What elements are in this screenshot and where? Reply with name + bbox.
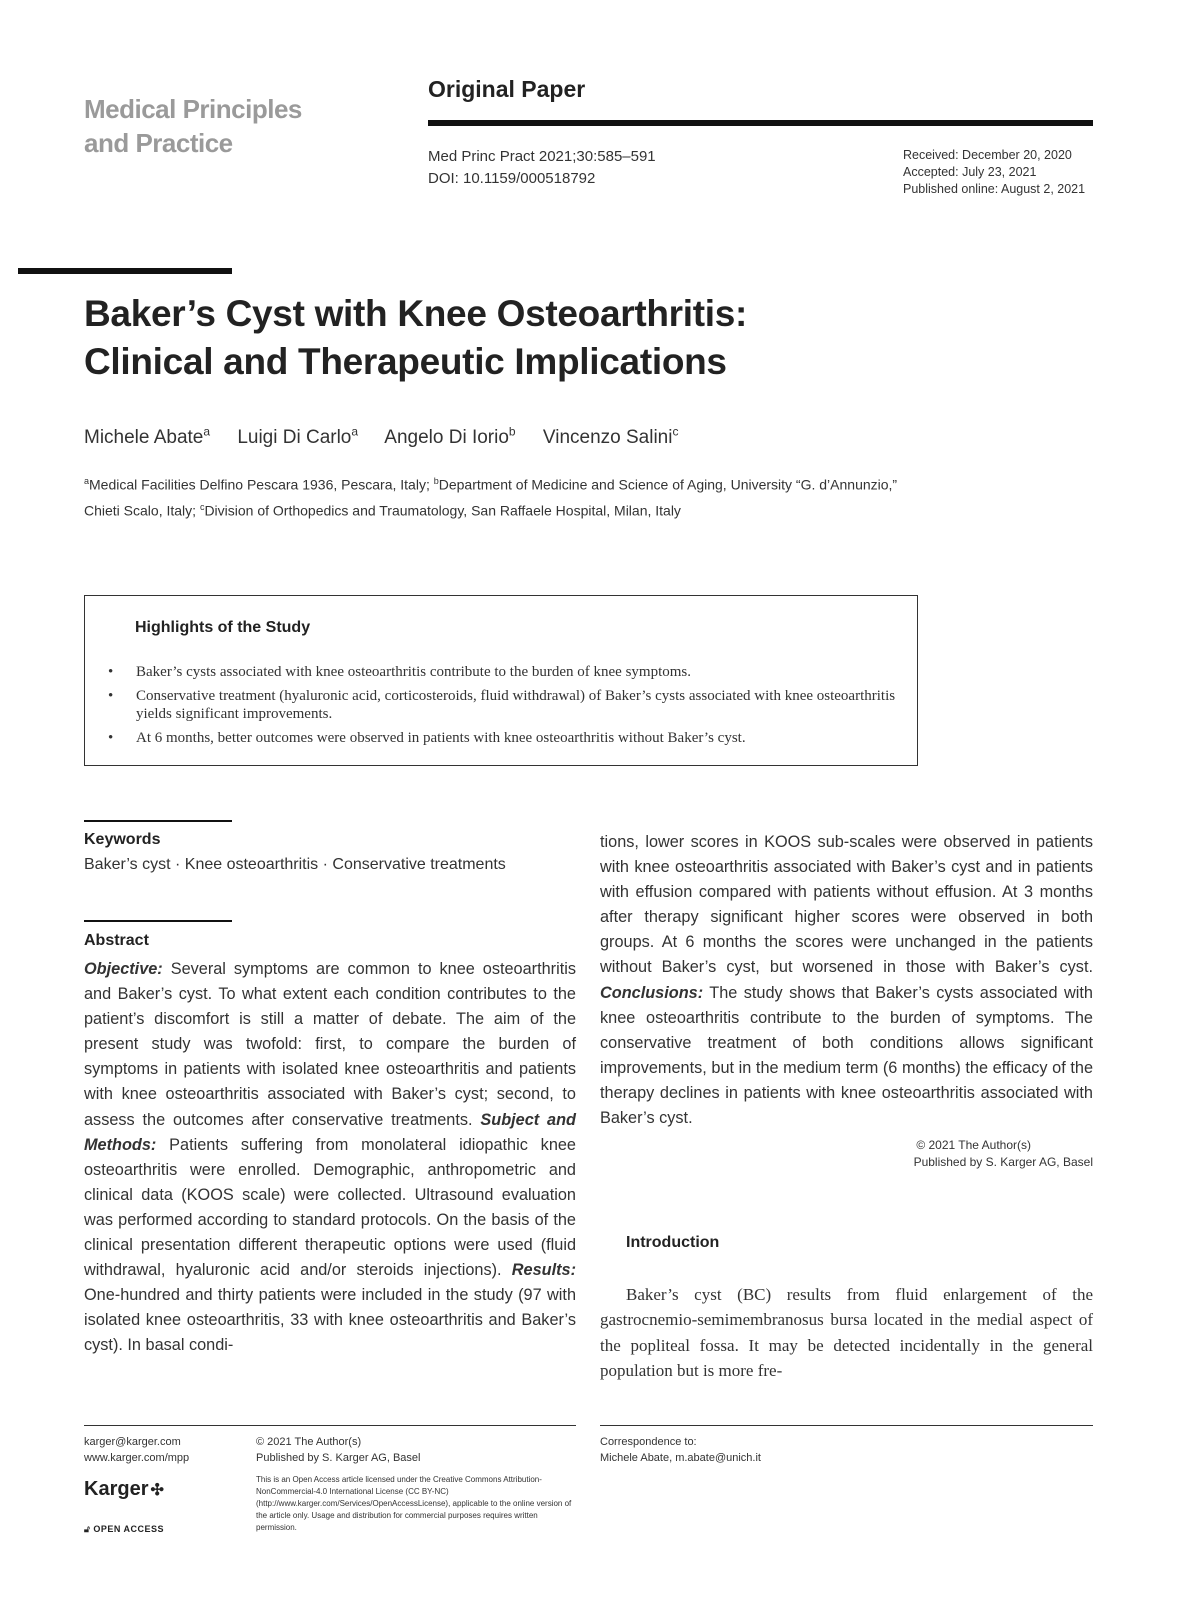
title-line1: Baker’s Cyst with Knee Osteoarthritis:: [84, 293, 748, 334]
author-list: [84, 425, 700, 449]
affil-text: Division of Orthopedics and Traumatology, San Raffaele Hospital, Milan, Italy: [204, 502, 681, 519]
journal-name-line2: and Practice: [84, 128, 233, 158]
article-title: [84, 290, 747, 386]
author-affil-sup: c: [672, 425, 679, 439]
author-name: Michele Abate: [84, 427, 204, 449]
abstract-copyright: © 2021 The Author(s): [916, 1138, 1031, 1152]
correspondence-label: Correspondence to:: [600, 1436, 697, 1448]
open-access-badge: [84, 1524, 164, 1535]
highlight-item: • Baker’s cysts associated with knee osteoarthritis contribute to the burden of knee symptoms.: [108, 663, 908, 681]
abstract-heading: Abstract: [84, 932, 149, 949]
author-affil-sup: a: [203, 425, 211, 439]
author-affil-sup: b: [508, 425, 516, 439]
affil-sup: c: [199, 501, 205, 512]
footer-license: This is an Open Access article licensed under the Creative Commons Attribution-NonCommercial-4.0 International License (CC BY-NC) (http://www.karger.com/Services/OpenAccessLicense), applicable to the online version of the article only. Usage and distribution for commercial purposes requires written permission.: [256, 1475, 572, 1532]
abstract-rule: [84, 920, 232, 922]
affil-text: Department of Medicine and Science of Aging, University “G. d’Annunzio,” Chieti Scalo, Italy;: [84, 476, 898, 519]
affil-sup: b: [433, 476, 439, 486]
journal-name: [84, 92, 302, 160]
header-rule: [428, 120, 1093, 126]
affiliations: [84, 470, 914, 521]
author-name: Angelo Di Iorio: [384, 427, 509, 449]
conclusions-text: The study shows that Baker’s cysts associated with knee osteoarthritis contribute to the burden of symptoms. The conservative treatment of both conditions allows significant improvements, but in the medium term (6 months) the efficacy of the therapy declines in patients with knee osteoarthritis associated with Baker’s cyst.: [600, 983, 1093, 1128]
keywords-rule: [84, 820, 232, 822]
karger-logo: [84, 1478, 164, 1501]
received-date: Received: December 20, 2020: [903, 148, 1072, 162]
accepted-date: Accepted: July 23, 2021: [903, 165, 1037, 179]
author-name: Vincenzo Salini: [542, 427, 673, 449]
introduction-text: Baker’s cyst (BC) results from fluid enlargement of the gastrocnemio-semimembranosus bursa located in the medial aspect of the popliteal fossa. It may be detected incidentally in the general population but is more fre-: [600, 1285, 1093, 1380]
open-access-label: OPEN ACCESS: [93, 1524, 165, 1534]
methods-label: Subject and Methods:: [84, 1110, 576, 1154]
footer-rule-left: [84, 1425, 576, 1426]
introduction-heading: Introduction: [626, 1234, 720, 1251]
abstract-right-column: [600, 830, 1093, 1131]
correspondence-contact[interactable]: Michele Abate, m.abate@unich.it: [600, 1452, 761, 1464]
objective-text: Several symptoms are common to knee osteoarthritis and Baker’s cyst. To what extent each condition contributes to the patient’s discomfort is still a matter of debate. The aim of the present study was twofold: first, to compare the burden of symptoms in patients with isolated knee osteoarthritis and patients with knee osteoarthritis associated with Baker’s cyst; second, to assess the outcomes after conservative treatments.: [84, 960, 576, 1129]
abstract-left-column: [84, 957, 576, 1359]
affil-sup: a: [84, 476, 90, 486]
methods-text: Patients suffering from monolateral idiopathic knee osteoarthritis were enrolled. Demographic, anthropometric and clinical data (KOOS scale) were collected. Ultrasound evaluation was performed according to standard protocols. On the basis of the clinical presentation different therapeutic options were used (fluid withdrawal, hyaluronic acid and/or steroids injections).: [84, 1135, 576, 1280]
affil-text: Medical Facilities Delfino Pescara 1936, Pescara, Italy;: [89, 476, 434, 493]
results-text: One-hundred and thirty patients were included in the study (97 with isolated knee osteoarthritis, 33 with knee osteoarthritis and Baker’s cyst). In basal condi-: [84, 1286, 576, 1355]
paper-type: Original Paper: [428, 76, 586, 102]
highlights-title: Highlights of the Study: [135, 619, 311, 636]
keywords-text: Baker’s cyst · Knee osteoarthritis · Conservative treatments: [84, 856, 506, 873]
author-name: Luigi Di Carlo: [237, 427, 352, 449]
author: [237, 427, 358, 448]
dates-block: [903, 147, 1085, 198]
results-text-continued: tions, lower scores in KOOS sub-scales were observed in patients with knee osteoarthritis associated with Baker’s cyst and in patients with effusion compared with patients without effusion. At 3 months after therapy significant higher scores were observed in both groups. At 6 months the scores were unchanged in the patients without Baker’s cyst, but worsened in those with Baker’s cyst.: [600, 833, 1093, 977]
karger-wordmark: Karger: [84, 1478, 149, 1500]
abstract-publisher: Published by S. Karger AG, Basel: [913, 1155, 1093, 1169]
published-date: Published online: August 2, 2021: [903, 182, 1086, 196]
footer-email[interactable]: karger@karger.com: [84, 1436, 181, 1448]
conclusions-label: Conclusions:: [600, 983, 704, 1002]
introduction-body: [600, 1282, 1093, 1383]
author-affil-sup: a: [351, 425, 359, 439]
correspondence-block: [600, 1434, 761, 1466]
author: [84, 427, 210, 448]
author: [543, 427, 679, 448]
title-rule: [18, 268, 232, 274]
citation-block: [428, 146, 656, 190]
footer-rule-right: [600, 1425, 1093, 1426]
footer-website[interactable]: www.karger.com/mpp: [84, 1452, 190, 1464]
author: [384, 427, 515, 448]
highlight-item: • Conservative treatment (hyaluronic acid, corticosteroids, fluid withdrawal) of Baker’s cysts associated with knee osteoarthritis yields significant improvements.: [108, 687, 908, 723]
open-access-icon: 🔓︎: [84, 1524, 91, 1534]
karger-logo-icon: ✣: [150, 1482, 164, 1499]
results-label: Results:: [511, 1261, 576, 1280]
abstract-copyright-block: [850, 1137, 1093, 1171]
objective-label: Objective:: [84, 960, 163, 978]
footer-publisher: Published by S. Karger AG, Basel: [256, 1452, 421, 1464]
footer-contact: [84, 1434, 189, 1466]
journal-name-line1: Medical Principles: [84, 94, 302, 124]
title-line2: Clinical and Therapeutic Implications: [84, 341, 727, 382]
footer-copyright: © 2021 The Author(s): [256, 1436, 362, 1448]
doi[interactable]: DOI: 10.1159/000518792: [428, 170, 596, 187]
highlights-list: [108, 663, 908, 753]
keywords-heading: Keywords: [84, 831, 161, 848]
highlight-item: • At 6 months, better outcomes were observed in patients with knee osteoarthritis without Baker’s cyst.: [108, 729, 908, 747]
footer-copyright-block: [256, 1434, 420, 1466]
citation: Med Princ Pract 2021;30:585–591: [428, 148, 656, 165]
